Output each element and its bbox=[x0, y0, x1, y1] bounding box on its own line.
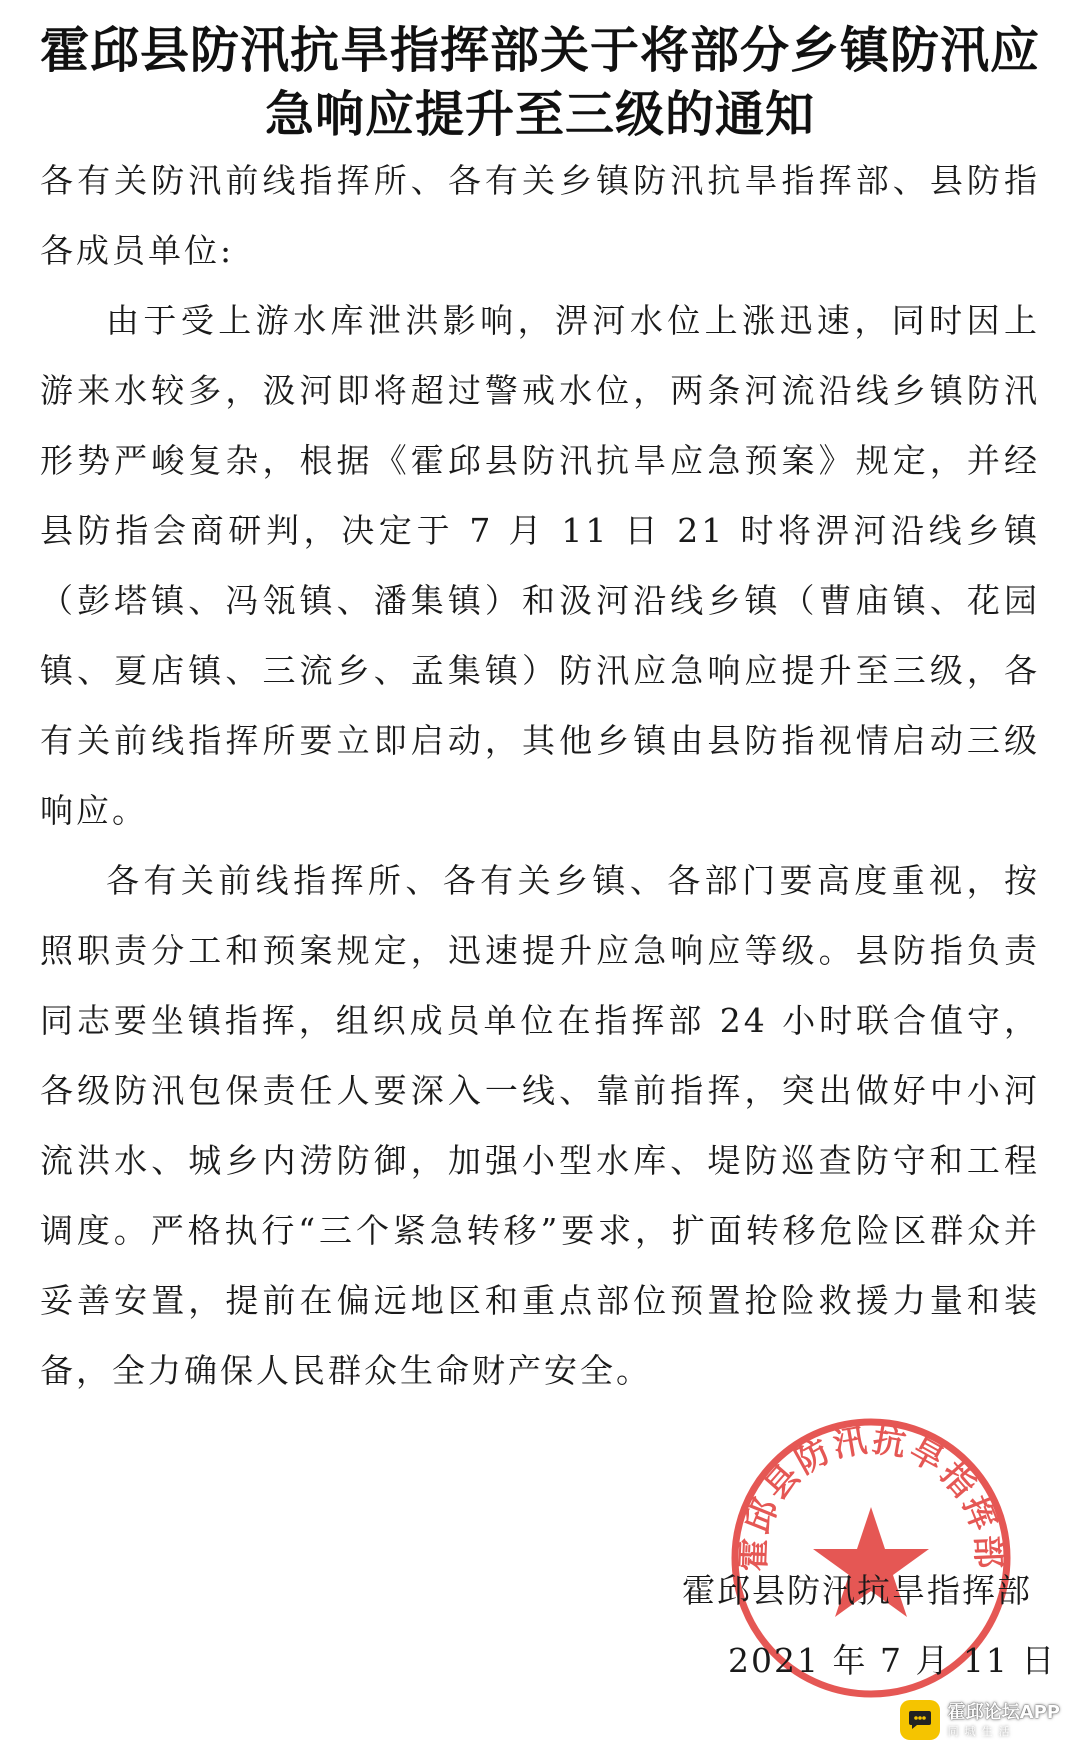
document bbox=[40, 18, 1040, 1406]
document-body bbox=[40, 146, 1040, 1406]
app-watermark bbox=[900, 1700, 1060, 1740]
paragraph-1: 由于受上游水库泄洪影响，淠河水位上涨迅速，同时因上游来水较多，汲河即将超过警戒水位，两条河流沿线乡镇防汛形势严峻复杂，根据《霍邱县防汛抗旱应急预案》规定，并经县防指会商研判，决定于 7 月 11 日 21 时将淠河沿线乡镇（彭塔镇、冯瓴镇、潘集镇）和汲河沿线乡镇（曹庙镇、花园镇、夏店镇、三流乡、孟集镇）防汛应急响应提升至三级，各有关前线指挥所要立即启动，其他乡镇由县防指视情启动三级响应。 bbox=[40, 301, 1040, 830]
signature-organization: 霍邱县防汛抗旱指挥部 bbox=[682, 1571, 1032, 1610]
paragraph-2: 各有关前线指挥所、各有关乡镇、各部门要高度重视，按照职责分工和预案规定，迅速提升应急响应等级。县防指负责同志要坐镇指挥，组织成员单位在指挥部 24 小时联合值守，各级防汛包保责任人要深入一线、靠前指挥，突出做好中小河流洪水、城乡内涝防御，加强小型水库、堤防巡查防守和工程调度。严格执行“三个紧急转移”要求，扩面转移危险区群众并妥善安置，提前在偏远地区和重点部位预置抢险救援力量和装备，全力确保人民群众生命财产安全。 bbox=[40, 861, 1040, 1390]
app-subtitle: 同城生活 bbox=[947, 1724, 1016, 1738]
signature-date: 2021 年 7 月 11 日 bbox=[728, 1641, 1057, 1680]
app-name: 霍邱论坛APP bbox=[947, 1701, 1060, 1723]
seal-text: 霍邱县防汛抗旱指挥部 bbox=[733, 1419, 1009, 1573]
chat-bubble-icon bbox=[900, 1700, 940, 1740]
document-title: 霍邱县防汛抗旱指挥部关于将部分乡镇防汛应急响应提升至三级的通知 bbox=[40, 21, 1041, 143]
salutation: 各有关防汛前线指挥所、各有关乡镇防汛抗旱指挥部、县防指各成员单位: bbox=[40, 161, 1040, 270]
